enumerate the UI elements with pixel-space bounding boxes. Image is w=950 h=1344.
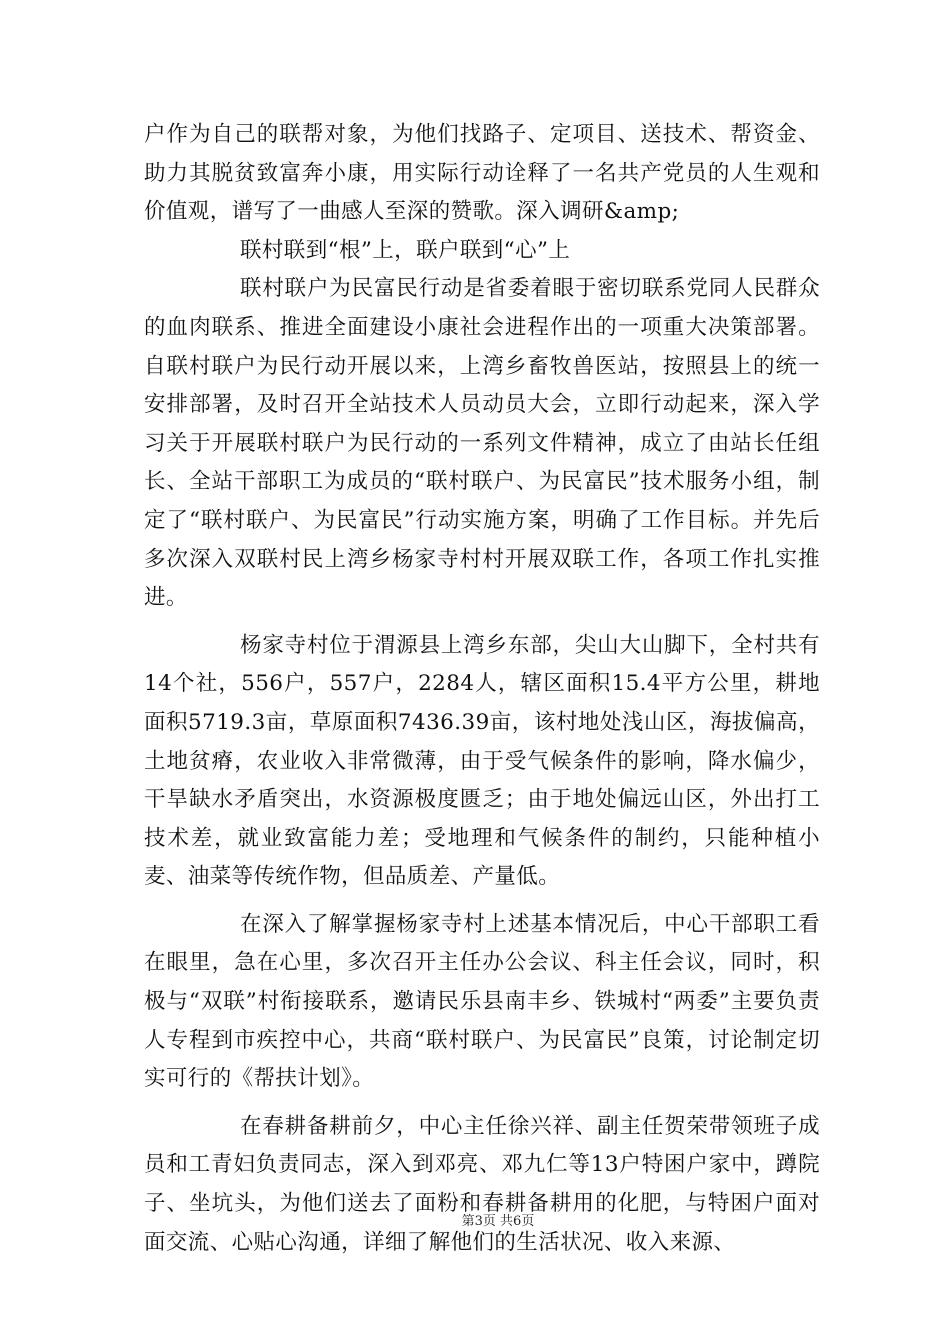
paragraph: 联村联户为民富民行动是省委着眼于密切联系党同人民群众的血肉联系、推进全面建设小康社会进程作出的一项重大决策部署。自联村联户为民行动开展以来，上湾乡畜牧兽医站，按照县上的统一安排部署，及时召开全站技术人员动员大会，立即行动起来，深入学习关于开展联村联户为民行动的一系列文件精神，成立了由站长任组长、全站干部职工为成员的“联村联户、为民富民”技术服务小组，制定了“联村联户、为民富民”行动实施方案，明确了工作目标。并先后多次深入双联村民上湾乡杨家寺村村开展双联工作，各项工作扎实推进。 xyxy=(144,276,820,611)
paragraph-continuation: 户作为自己的联帮对象，为他们找路子、定项目、送技术、帮资金、助力其脱贫致富奔小康，用实际行动诠释了一名共产党员的人生观和价值观，谱写了一曲感人至深的赞歌。深入调研&amp; xyxy=(144,122,820,225)
paragraph: 杨家寺村位于渭源县上湾乡东部，尖山大山脚下，全村共有14个社，556户，557户，2284人，辖区面积15.4平方公里，耕地面积5719.3亩，草原面积7436.39亩，该村地处浅山区，海拔偏高，土地贫瘠，农业收入非常微薄，由于受气候条件的影响，降水偏少，干旱缺水矛盾突出，水资源极度匮乏；由于地处偏远山区，外出打工技术差，就业致富能力差；受地理和气候条件的制约，只能种植小麦、油菜等传统作物，但品质差、产量低。 xyxy=(144,632,820,890)
page-number-footer: 第3页 共6页 xyxy=(461,1214,535,1229)
paragraph: 在深入了解掌握杨家寺村上述基本情况后，中心干部职工看在眼里，急在心里，多次召开主任办公会议、科主任会议，同时，积极与“双联”村衔接联系，邀请民乐县南丰乡、铁城村“两委”主要负责人专程到市疾控中心，共商“联村联户、为民富民”良策，讨论制定切实可行的《帮扶计划》。 xyxy=(144,911,820,1092)
paragraph: 在春耕备耕前夕，中心主任徐兴祥、副主任贺荣带领班子成员和工青妇负责同志，深入到邓亮、邓九仁等13户特困户家中，蹲院子、坐坑头，为他们送去了面粉和春耕备耕用的化肥，与特困户面对面交流、心贴心沟通，详细了解他们的生活状况、收入来源、 xyxy=(144,1113,820,1255)
section-heading: 联村联到“根”上，联户联到“心”上 xyxy=(240,237,571,263)
body-text xyxy=(144,116,820,1262)
